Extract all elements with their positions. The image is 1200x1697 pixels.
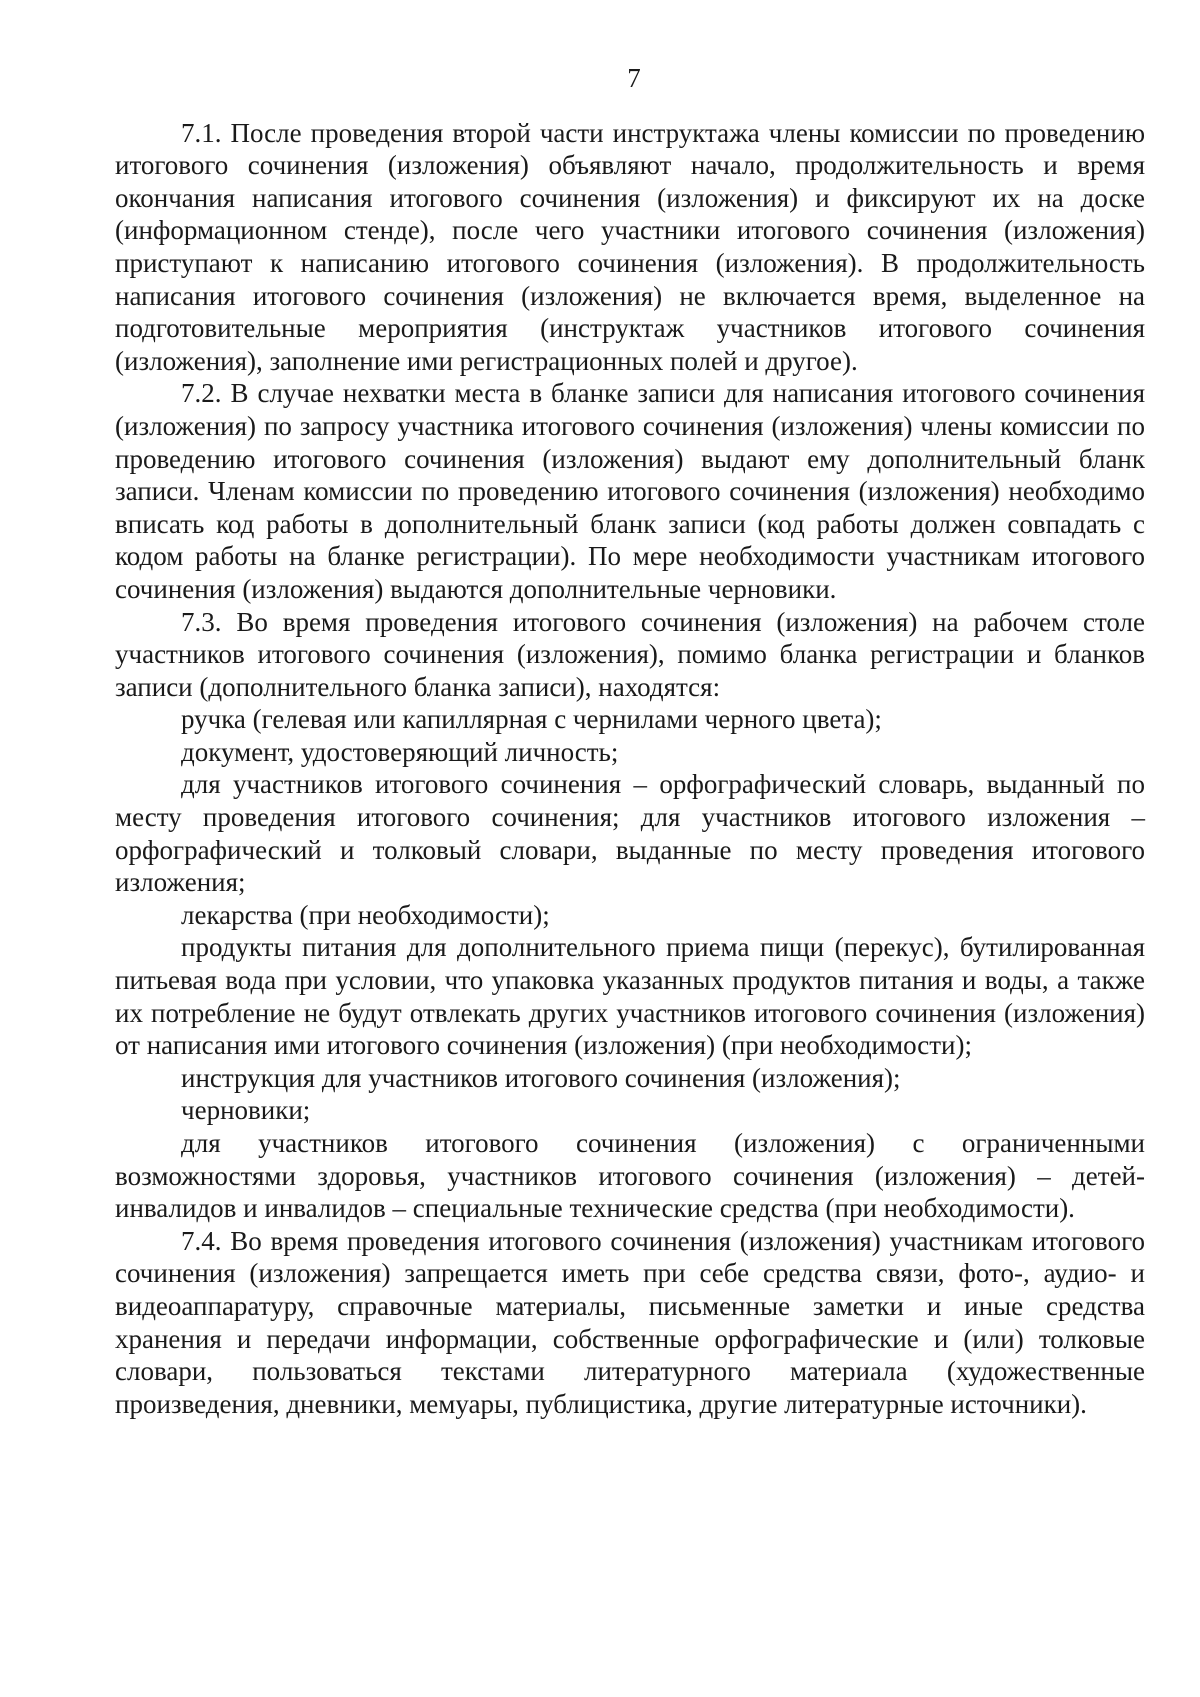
document-page [115,62,1145,1420]
list-item-technical-means: для участников итогового сочинения (изложения) с ограниченными возможностями здоровья, участников итогового сочинения (изложения) – детей-инвалидов и инвалидов – специальные технические средства (при необходимости). [115,1128,1145,1224]
list-item-instruction: инструкция для участников итогового сочинения (изложения); [181,1062,901,1093]
page-number: 7 [627,63,641,93]
paragraph-7-4: 7.4. Во время проведения итогового сочинения (изложения) участникам итогового сочинения (изложения) запрещается иметь при себе средства связи, фото-, аудио- и видеоаппаратуру, справочные материалы, письменные заметки и иные средства хранения и передачи информации, собственные орфографические и (или) толковые словари, пользоваться текстами литературного материала (художественные произведения, дневники, мемуары, публицистика, другие литературные источники). [115,1225,1145,1419]
paragraph-7-1: 7.1. После проведения второй части инструктажа члены комиссии по проведению итогового сочинения (изложения) объявляют начало, продолжительность и время окончания написания итогового сочинения (изложения) и фиксируют их на доске (информационном стенде), после чего участники итогового сочинения (изложения) приступают к написанию итогового сочинения (изложения). В продолжительность написания итогового сочинения (изложения) не включается время, выделенное на подготовительные мероприятия (инструктаж участников итогового сочинения (изложения), заполнение ими регистрационных полей и другое). [115,117,1145,376]
list-item-food-water: продукты питания для дополнительного приема пищи (перекус), бутилированная питьевая вода при условии, что упаковка указанных продуктов питания и воды, а также их потребление не будут отвлекать других участников итогового сочинения (изложения) от написания ими итогового сочинения (изложения) (при необходимости); [115,932,1145,1061]
paragraph-7-3: 7.3. Во время проведения итогового сочинения (изложения) на рабочем столе участников итогового сочинения (изложения), помимо бланка регистрации и бланков записи (дополнительного бланка записи), находятся: [115,606,1145,702]
list-item-id-document: документ, удостоверяющий личность; [181,736,619,767]
list-item-pen: ручка (гелевая или капиллярная с чернилами черного цвета); [181,704,882,735]
paragraph-7-2: 7.2. В случае нехватки места в бланке записи для написания итогового сочинения (изложения) по запросу участника итогового сочинения (изложения) члены комиссии по проведению итогового сочинения (изложения) выдают ему дополнительный бланк записи. Членам комиссии по проведению итогового сочинения (изложения) необходимо вписать код работы в дополнительный бланк записи (код работы должен совпадать с кодом работы на бланке регистрации). По мере необходимости участникам итогового сочинения (изложения) выдаются дополнительные черновики. [115,378,1145,604]
list-item-dictionaries: для участников итогового сочинения – орфографический словарь, выданный по месту проведения итогового сочинения; для участников итогового изложения – орфографический и толковый словари, выданные по месту проведения итогового изложения; [115,769,1145,898]
list-item-medicines: лекарства (при необходимости); [181,899,550,930]
list-item-drafts: черновики; [181,1095,311,1126]
